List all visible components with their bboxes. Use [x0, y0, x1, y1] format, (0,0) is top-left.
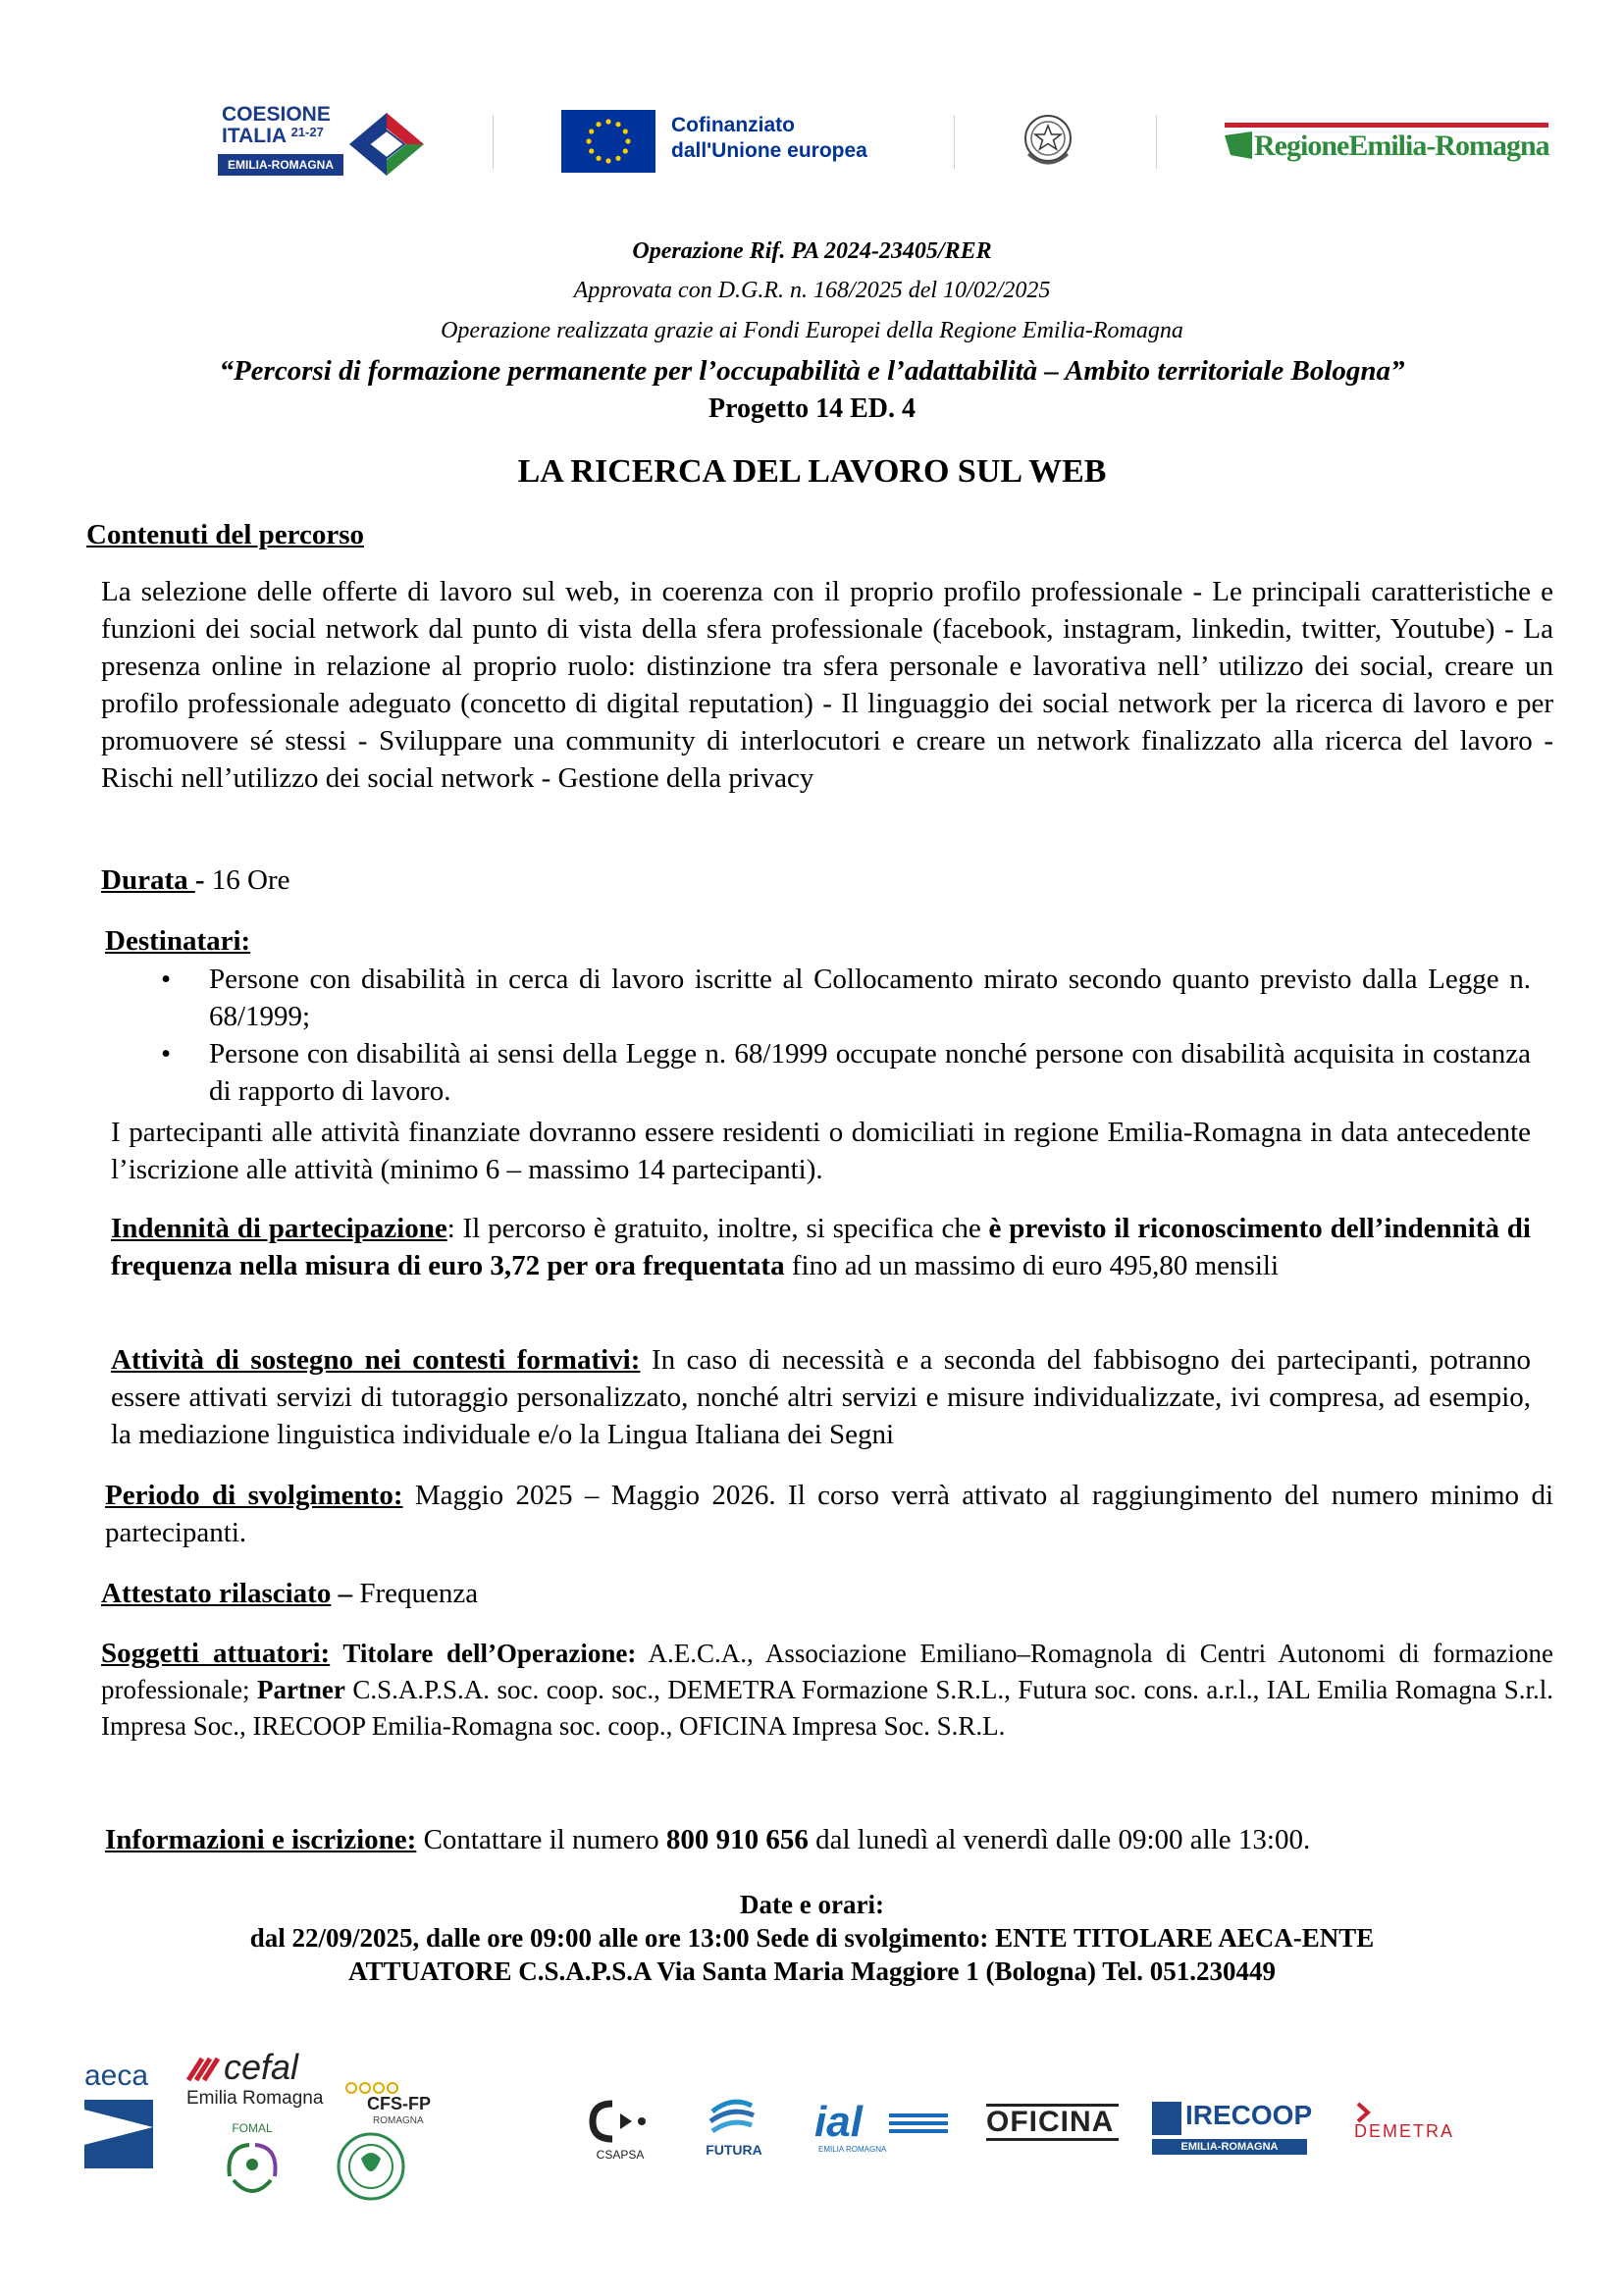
implementers-partner-label: Partner: [256, 1675, 345, 1704]
contents-heading: Contenuti del percorso: [86, 519, 365, 550]
eu-line1: Cofinanziato: [671, 114, 795, 136]
fomal-text: FOMAL: [232, 2121, 273, 2135]
funding-line: Operazione realizzata grazie ai Fondi Europei della Regione Emilia-Romagna: [441, 318, 1183, 343]
italian-republic-emblem-icon: [1021, 107, 1075, 174]
oficina-text: OFICINA: [986, 2104, 1119, 2141]
allowance-text2: fino ad un massimo di euro 495,80 mensili: [784, 1250, 1279, 1281]
coesione-arrow-icon: [347, 109, 426, 180]
duration-label: Durata: [101, 864, 195, 896]
ial-sub: EMILIA ROMAGNA: [818, 2145, 887, 2154]
period-paragraph: [105, 1477, 1553, 1551]
implementers-holder-label: Titolare dell’Operazione:: [330, 1639, 637, 1668]
opimm-seal-icon: [334, 2129, 408, 2204]
futura-logo: [705, 2092, 773, 2170]
list-item: • Persone con disabilità in cerca di lavoro iscritte al Collocamento mirato secondo quanto previsto dalla Legge n. 68/1999;: [105, 961, 1531, 1035]
coesione-line1: COESIONE: [222, 103, 331, 126]
fomal-figure-icon: [220, 2137, 285, 2200]
eu-cofinanced-logo: [561, 110, 895, 173]
period-label: Periodo di svolgimento:: [105, 1480, 403, 1511]
implementers-holder-text: A.E.C.A., Associazione Emiliano–Romagnola di Centri Autonomi di formazione professionale;: [101, 1639, 1554, 1704]
regione-map-icon: [1225, 131, 1252, 159]
cefal-logo: [184, 2047, 332, 2110]
ial-text: ial: [814, 2098, 863, 2146]
allowance-label: Indennità di partecipazione: [111, 1213, 447, 1244]
approval-line: Approvata con D.G.R. n. 168/2025 del 10/02/2025: [573, 278, 1051, 303]
program-title: “Percorsi di formazione permanente per l’occupabilità e l’adattabilità – Ambito territoriale Bologna”: [219, 355, 1405, 387]
csapsa-text: CSAPSA: [596, 2148, 645, 2162]
irecoop-sub: EMILIA-ROMAGNA: [1152, 2139, 1307, 2155]
duration-value: 16 Ore: [204, 864, 290, 896]
coesione-region: EMILIA-ROMAGNA: [218, 154, 343, 176]
csapsa-mark-icon: [589, 2100, 652, 2143]
demetra-logo: [1354, 2102, 1462, 2151]
info-phone: 800 910 656: [665, 1824, 809, 1855]
cefal-text: cefal: [224, 2047, 299, 2087]
support-paragraph: [111, 1341, 1531, 1453]
aeca-text: aeca: [84, 2060, 149, 2092]
cfsfp-logo: [334, 2080, 442, 2217]
duration-line: [101, 861, 290, 899]
cfsfp-sub: ROMAGNA: [373, 2115, 424, 2126]
coesione-years: 21-27: [290, 125, 324, 139]
implementers-partner-text: C.S.A.P.S.A. soc. coop. soc., DEMETRA Formazione S.R.L., Futura soc. cons. a.r.l., IAL Emilia Romagna S.r.l. Impresa Soc., IRECOOP Emilia-Romagna soc. coop., OFICINA Impresa Soc. S.R.L.: [101, 1675, 1553, 1741]
aeca-mark-icon: [84, 2100, 153, 2168]
demetra-mark-icon: [1354, 2102, 1374, 2123]
info-label: Informazioni e iscrizione:: [105, 1824, 417, 1855]
recipients-heading: Destinatari:: [105, 925, 251, 957]
coesione-line2: ITALIA: [222, 125, 288, 147]
info-text1: Contattare il numero: [416, 1824, 666, 1855]
contents-text: La selezione delle offerte di lavoro sul web, in coerenza con il proprio profilo professionale - Le principali caratteristiche e funzioni dei social network dal punto di vista della sfera professionale (facebook, instagram, linkedin, twitter, Youtube) - La presenza online in relazione al proprio ruolo: distinzione tra sfera personale e lavorativa nell’ utilizzo dei social, creare un profilo professionale adeguato (concetto di digital reputation) - Il linguaggio dei social network per la ricerca di lavoro e per promuovere sé stessi - Sviluppare una community di interlocutori e creare un network finalizzato alla ricerca del lavoro - Rischi nell’utilizzo dei social network - Gestione della privacy: [101, 576, 1553, 794]
oficina-logo: [986, 2104, 1119, 2153]
allowance-paragraph: [111, 1210, 1531, 1284]
support-text: In caso di necessità e a seconda del fabbisogno dei partecipanti, potranno essere attivati servizi di tutoraggio personalizzato, nonché altri servizi e misure individualizzate, ivi compresa, ad esempio, la mediazione linguistica individuale e/o la Lingua Italiana dei Segni: [111, 1344, 1531, 1450]
duration-sep: -: [194, 864, 205, 896]
info-text2: dal lunedì al venerdì dalle 09:00 alle 13:00.: [808, 1824, 1311, 1855]
allowance-bold: è previsto il riconoscimento dell’indennità di frequenza nella misura di euro 3,72 per ora frequentata: [111, 1213, 1531, 1281]
allowance-text1: : Il percorso è gratuito, inoltre, si specifica che: [446, 1213, 989, 1244]
implementers-paragraph: [101, 1636, 1553, 1745]
futura-text: FUTURA: [706, 2142, 762, 2158]
list-item: • Persone con disabilità ai sensi della Legge n. 68/1999 occupate nonché persone con disabilità acquisita in costanza di rapporto di lavoro.: [105, 1035, 1531, 1110]
certificate-label: Attestato rilasciato: [101, 1578, 332, 1609]
cefal-sub: Emilia Romagna: [186, 2088, 324, 2109]
dates-line1: dal 22/09/2025, dalle ore 09:00 alle ore 13:00 Sede di svolgimento: ENTE TITOLARE AECA-ENTE: [249, 1923, 1375, 1953]
cefal-swoosh-icon: [184, 2055, 224, 2084]
dates-heading: Date e orari:: [740, 1890, 884, 1919]
certificate-sep: –: [331, 1578, 353, 1609]
project-label: Progetto 14 ED. 4: [708, 393, 916, 424]
recipients-list: [105, 961, 1531, 1110]
dates-line2: ATTUATORE C.S.A.P.S.A Via Santa Maria Maggiore 1 (Bologna) Tel. 051.230449: [347, 1956, 1277, 1986]
csapsa-logo: [589, 2100, 657, 2168]
footer-logo-bar: [0, 2041, 1624, 2237]
fomal-logo: [208, 2121, 296, 2219]
header-logo-bar: [0, 93, 1624, 191]
regione-text: RegioneEmilia-Romagna: [1254, 130, 1549, 162]
irecoop-text: IRECOOP: [1185, 2100, 1313, 2130]
recipients-note: I partecipanti alle attività finanziate dovranno essere residenti o domiciliati in regione Emilia-Romagna in data antecedente l’iscrizione alle attività (minimo 6 – massimo 14 partecipanti).: [111, 1117, 1531, 1185]
cfsfp-text: CFS-FP: [367, 2094, 431, 2113]
regione-emilia-romagna-logo: [1225, 123, 1548, 167]
certificate-line: [101, 1575, 478, 1612]
course-title: LA RICERCA DEL LAVORO SUL WEB: [517, 453, 1107, 490]
futura-waves-icon: [705, 2092, 760, 2137]
coesione-italia-logo: [218, 103, 434, 186]
eu-flag-icon: [561, 110, 655, 173]
eu-line2: dall'Unione europea: [671, 139, 867, 162]
operation-ref: Operazione Rif. PA 2024-23405/RER: [632, 238, 992, 264]
certificate-value: Frequenza: [352, 1578, 479, 1609]
ial-logo: [814, 2098, 962, 2163]
period-text: Maggio 2025 – Maggio 2026. Il corso verrà attivato al raggiungimento del numero minimo di partecipanti.: [105, 1480, 1553, 1548]
info-line: [105, 1821, 1310, 1858]
support-label: Attività di sostegno nei contesti formativi:: [111, 1344, 641, 1376]
irecoop-logo: [1152, 2100, 1313, 2157]
implementers-label: Soggetti attuatori:: [101, 1638, 331, 1669]
aeca-logo: [84, 2060, 155, 2178]
demetra-text: DEMETRA: [1354, 2121, 1455, 2141]
